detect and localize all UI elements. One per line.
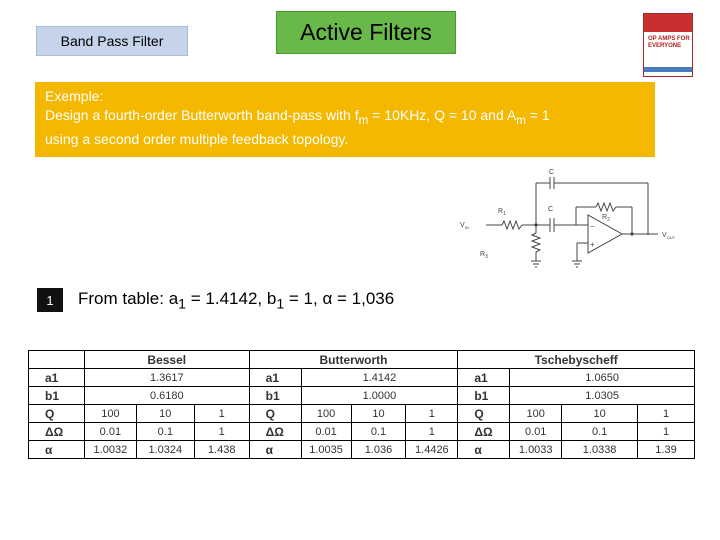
table-cell: α xyxy=(458,441,510,459)
example-box xyxy=(35,82,655,157)
table-cell: 1 xyxy=(194,423,249,441)
step-prefix: From table: a xyxy=(78,289,179,308)
table-cell: Q xyxy=(458,405,510,423)
step-sub-a: 1 xyxy=(178,296,187,313)
table-cell: 0.1 xyxy=(351,423,406,441)
table-cell: b1 xyxy=(29,387,85,405)
butterworth-header: Butterworth xyxy=(249,351,458,369)
table-cell: 1.3617 xyxy=(84,369,249,387)
table-cell: 100 xyxy=(84,405,136,423)
c-mid-label: C xyxy=(548,206,554,213)
example-label: Exemple: xyxy=(45,88,104,104)
r1-label-main: R xyxy=(498,208,504,215)
tschebyscheff-header: Tschebyscheff xyxy=(458,351,695,369)
r3-label-main: R xyxy=(480,251,486,258)
step-text xyxy=(78,289,394,312)
r1-label xyxy=(498,208,506,217)
table-cell: 1.0000 xyxy=(301,387,458,405)
output-node-dot xyxy=(630,232,633,235)
example-line1-sub1: m xyxy=(358,113,369,127)
r1-label-sub: 1 xyxy=(503,211,506,217)
table-cell: 0.6180 xyxy=(84,387,249,405)
book-cover-band xyxy=(644,67,692,72)
table-cell: ΔΩ xyxy=(458,423,510,441)
table-cell: 0.01 xyxy=(301,423,351,441)
r3-label-sub: 3 xyxy=(485,254,488,260)
table-cell: 1 xyxy=(406,423,458,441)
step-mid: = 1.4142, b xyxy=(186,289,277,308)
table-cell: 1.0650 xyxy=(510,369,695,387)
table-cell: Q xyxy=(29,405,85,423)
bessel-header: Bessel xyxy=(84,351,249,369)
table-cell: b1 xyxy=(458,387,510,405)
table-cell: a1 xyxy=(458,369,510,387)
table-cell: 10 xyxy=(136,405,194,423)
table-cell: 1 xyxy=(638,423,695,441)
example-line1-post: = 1 xyxy=(525,107,550,123)
vin-label-sub: IN xyxy=(464,225,469,230)
table-cell: 1.0305 xyxy=(510,387,695,405)
table-cell: a1 xyxy=(249,369,301,387)
vout-label-main: V xyxy=(662,232,667,239)
table-cell: a1 xyxy=(29,369,85,387)
table-row xyxy=(29,405,695,423)
table-cell: 0.01 xyxy=(510,423,562,441)
r3-resistor xyxy=(532,233,540,252)
table-cell: 1.0338 xyxy=(562,441,638,459)
table-cell: 10 xyxy=(562,405,638,423)
book-title-line1: OP AMPS FOR xyxy=(648,36,690,42)
step-number-badge: 1 xyxy=(37,288,63,312)
table-cell: b1 xyxy=(249,387,301,405)
r2-label-sub: 2 xyxy=(607,217,610,223)
vin-label-main: V xyxy=(460,222,465,229)
slide-title: Active Filters xyxy=(276,11,456,54)
table-cell: α xyxy=(249,441,301,459)
example-line1-sub2: m xyxy=(516,113,526,127)
table-row xyxy=(29,369,695,387)
table-row xyxy=(29,387,695,405)
example-line-2: using a second order multiple feedback topology. xyxy=(45,130,349,147)
table-cell: 0.01 xyxy=(84,423,136,441)
r2-label-main: R xyxy=(602,214,608,221)
vout-label xyxy=(662,232,676,240)
book-cover-header xyxy=(644,14,692,32)
node-dot xyxy=(534,223,537,226)
table-cell: 1.036 xyxy=(351,441,406,459)
book-title-line2: EVERYONE xyxy=(648,43,682,49)
table-cell: 1.0324 xyxy=(136,441,194,459)
example-line1-pre: Design a fourth-order Butterworth band-pass with f xyxy=(45,107,359,123)
section-tag: Band Pass Filter xyxy=(36,26,188,56)
table-cell: α xyxy=(29,441,85,459)
table-row xyxy=(29,423,695,441)
table-header-row xyxy=(29,351,695,369)
example-line-1 xyxy=(45,106,655,130)
mfb-bandpass-circuit xyxy=(452,163,692,273)
table-cell: 100 xyxy=(301,405,351,423)
op-amp-minus-sign: − xyxy=(590,222,595,231)
table-cell: 1.0035 xyxy=(301,441,351,459)
table-cell: 0.1 xyxy=(562,423,638,441)
table-cell: 100 xyxy=(510,405,562,423)
r1-resistor xyxy=(502,221,522,229)
table-cell: Q xyxy=(249,405,301,423)
step-rest: = 1, α = 1,036 xyxy=(284,289,395,308)
op-amp-plus-sign: + xyxy=(590,240,595,249)
table-cell: ΔΩ xyxy=(29,423,85,441)
table-cell: 10 xyxy=(351,405,406,423)
c-top-label: C xyxy=(549,169,555,176)
table-cell: 1 xyxy=(194,405,249,423)
table-cell: 1.39 xyxy=(638,441,695,459)
step-sub-b: 1 xyxy=(276,296,285,313)
table-corner-cell xyxy=(29,351,85,369)
table-cell: 1 xyxy=(638,405,695,423)
r3-label xyxy=(480,251,488,260)
table-row xyxy=(29,441,695,459)
table-cell: ΔΩ xyxy=(249,423,301,441)
table-cell: 1 xyxy=(406,405,458,423)
table-cell: 1.4142 xyxy=(301,369,458,387)
vin-label xyxy=(460,222,469,230)
r2-label xyxy=(602,214,610,223)
vout-label-sub: OUT xyxy=(666,235,676,240)
table-cell: 1.438 xyxy=(194,441,249,459)
filter-coefficient-table xyxy=(28,350,695,459)
table-cell: 1.0032 xyxy=(84,441,136,459)
r2-resistor xyxy=(596,203,616,211)
book-cover-image xyxy=(643,13,693,77)
table-cell: 0.1 xyxy=(136,423,194,441)
table-cell: 1.4426 xyxy=(406,441,458,459)
table-cell: 1.0033 xyxy=(510,441,562,459)
example-line1-mid: = 10KHz, Q = 10 and A xyxy=(368,107,517,123)
